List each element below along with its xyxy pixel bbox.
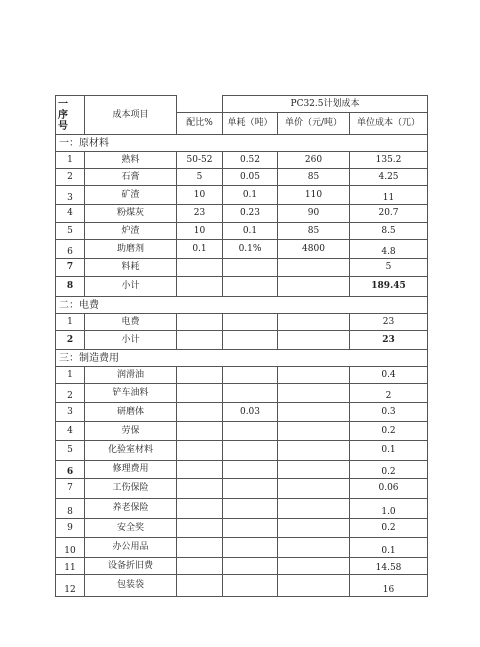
cell-unit-cost: 4.8 <box>350 240 428 259</box>
cell-ratio <box>177 422 223 441</box>
cell-seq: 2 <box>56 331 85 350</box>
cell-item: 工伤保险 <box>85 479 177 499</box>
cell-ratio: 23 <box>177 205 223 223</box>
cell-ratio: 0.1 <box>177 240 223 259</box>
cell-ratio <box>177 367 223 384</box>
cell-unit-cost: 0.4 <box>350 367 428 384</box>
cell-unit-cost: 0.1 <box>350 441 428 461</box>
cell-consumption: 0.05 <box>223 169 278 186</box>
header-group: PC32.5计划成本 <box>223 96 428 113</box>
cell-item: 粉煤灰 <box>85 205 177 223</box>
cell-price: 4800 <box>278 240 350 259</box>
cell-ratio <box>177 259 223 277</box>
cell-unit-cost: 1.0 <box>350 499 428 519</box>
cell-seq: 5 <box>56 441 85 461</box>
cell-price: 85 <box>278 223 350 240</box>
cell-seq: 7 <box>56 259 85 277</box>
cell-item: 熟料 <box>85 152 177 169</box>
cell-item: 化验室材料 <box>85 441 177 461</box>
cost-table <box>55 95 428 597</box>
cell-consumption <box>223 277 278 297</box>
cell-item: 研磨体 <box>85 403 177 422</box>
cell-unit-cost: 0.3 <box>350 403 428 422</box>
cell-seq: 4 <box>56 422 85 441</box>
cell-item: 料耗 <box>85 259 177 277</box>
cell-seq: 3 <box>56 403 85 422</box>
table-row <box>56 152 428 169</box>
cell-item: 小计 <box>85 277 177 297</box>
header-ratio: 配比% <box>177 113 223 135</box>
cell-seq: 1 <box>56 367 85 384</box>
cell-seq: 7 <box>56 479 85 499</box>
cell-price <box>278 558 350 575</box>
table-row <box>56 277 428 297</box>
cell-ratio <box>177 575 223 597</box>
cell-consumption: 0.03 <box>223 403 278 422</box>
table-row <box>56 499 428 519</box>
cell-price <box>278 499 350 519</box>
table-row <box>56 575 428 597</box>
cell-item: 润滑油 <box>85 367 177 384</box>
cell-consumption <box>223 422 278 441</box>
cell-consumption <box>223 314 278 331</box>
header-consumption: 单耗（吨） <box>223 113 278 135</box>
cell-consumption <box>223 384 278 403</box>
cell-item: 小计 <box>85 331 177 350</box>
cell-ratio <box>177 461 223 479</box>
cell-unit-cost: 2 <box>350 384 428 403</box>
cell-unit-cost: 23 <box>350 331 428 350</box>
cell-ratio: 10 <box>177 186 223 205</box>
table-row <box>56 314 428 331</box>
table-row <box>56 422 428 441</box>
table-row <box>56 558 428 575</box>
cell-seq: 2 <box>56 169 85 186</box>
cell-item: 安全奖 <box>85 519 177 538</box>
cell-price <box>278 403 350 422</box>
cell-unit-cost: 5 <box>350 259 428 277</box>
cell-item: 助磨剂 <box>85 240 177 259</box>
cell-item: 炉渣 <box>85 223 177 240</box>
cell-seq: 10 <box>56 538 85 558</box>
table-row <box>56 205 428 223</box>
cell-unit-cost: 0.1 <box>350 538 428 558</box>
table-row <box>56 479 428 499</box>
table-row <box>56 367 428 384</box>
cell-price <box>278 519 350 538</box>
cell-unit-cost: 11 <box>350 186 428 205</box>
cell-consumption <box>223 259 278 277</box>
table-row <box>56 538 428 558</box>
cell-price <box>278 384 350 403</box>
cell-unit-cost: 14.58 <box>350 558 428 575</box>
cell-ratio <box>177 403 223 422</box>
header-item: 成本项目 <box>85 96 177 135</box>
cell-price: 90 <box>278 205 350 223</box>
cell-consumption <box>223 479 278 499</box>
cell-unit-cost: 0.2 <box>350 519 428 538</box>
cell-consumption: 0.1 <box>223 186 278 205</box>
section-header <box>56 135 428 152</box>
cell-seq: 12 <box>56 575 85 597</box>
cell-consumption <box>223 558 278 575</box>
cell-consumption <box>223 538 278 558</box>
cell-item: 劳保 <box>85 422 177 441</box>
cell-unit-cost: 20.7 <box>350 205 428 223</box>
cell-unit-cost: 23 <box>350 314 428 331</box>
cell-ratio: 10 <box>177 223 223 240</box>
cell-seq: 9 <box>56 519 85 538</box>
cell-ratio <box>177 519 223 538</box>
cell-price <box>278 277 350 297</box>
cell-consumption <box>223 367 278 384</box>
cell-seq: 1 <box>56 152 85 169</box>
cell-seq: 8 <box>56 277 85 297</box>
cell-unit-cost: 8.5 <box>350 223 428 240</box>
table-row <box>56 403 428 422</box>
cell-price <box>278 259 350 277</box>
cell-item: 办公用品 <box>85 538 177 558</box>
cell-consumption <box>223 441 278 461</box>
section-title: 三：制造费用 <box>56 350 428 367</box>
cell-unit-cost: 4.25 <box>350 169 428 186</box>
cell-price <box>278 575 350 597</box>
cell-seq: 5 <box>56 223 85 240</box>
section-header <box>56 350 428 367</box>
section-title: 二：电费 <box>56 297 428 314</box>
cell-consumption: 0.1 <box>223 223 278 240</box>
cell-ratio <box>177 384 223 403</box>
cell-price: 110 <box>278 186 350 205</box>
cell-ratio <box>177 314 223 331</box>
cell-ratio: 5 <box>177 169 223 186</box>
cell-seq: 4 <box>56 205 85 223</box>
cell-price <box>278 441 350 461</box>
cell-seq: 6 <box>56 240 85 259</box>
cell-consumption: 0.23 <box>223 205 278 223</box>
table-row <box>56 384 428 403</box>
cell-ratio <box>177 558 223 575</box>
cell-price: 85 <box>278 169 350 186</box>
header-blank <box>177 96 223 113</box>
cell-unit-cost: 0.2 <box>350 461 428 479</box>
cell-item: 矿渣 <box>85 186 177 205</box>
cell-price <box>278 367 350 384</box>
cell-consumption <box>223 575 278 597</box>
cell-ratio <box>177 331 223 350</box>
cell-item: 修理费用 <box>85 461 177 479</box>
cell-item: 包装袋 <box>85 575 177 597</box>
cell-ratio <box>177 499 223 519</box>
cell-price <box>278 461 350 479</box>
header-unit-cost: 单位成本（兀） <box>350 113 428 135</box>
cell-consumption: 0.1% <box>223 240 278 259</box>
table-row <box>56 240 428 259</box>
header-seq: 一 序 号 <box>56 96 85 135</box>
cell-item: 设备折旧费 <box>85 558 177 575</box>
cell-unit-cost: 0.06 <box>350 479 428 499</box>
cell-seq: 11 <box>56 558 85 575</box>
cell-price <box>278 538 350 558</box>
section-header <box>56 297 428 314</box>
table-row <box>56 223 428 240</box>
cell-price <box>278 314 350 331</box>
cell-consumption <box>223 499 278 519</box>
table-row <box>56 519 428 538</box>
header-price: 单价（元/吨） <box>278 113 350 135</box>
cell-seq: 2 <box>56 384 85 403</box>
table-row <box>56 259 428 277</box>
cell-consumption <box>223 331 278 350</box>
cell-price <box>278 479 350 499</box>
cell-item: 养老保险 <box>85 499 177 519</box>
cell-unit-cost: 135.2 <box>350 152 428 169</box>
cell-ratio <box>177 538 223 558</box>
cell-item: 电费 <box>85 314 177 331</box>
cell-price: 260 <box>278 152 350 169</box>
cell-consumption: 0.52 <box>223 152 278 169</box>
cell-item: 石膏 <box>85 169 177 186</box>
table-row <box>56 331 428 350</box>
cell-price <box>278 331 350 350</box>
cell-ratio <box>177 441 223 461</box>
cell-unit-cost: 16 <box>350 575 428 597</box>
table-row <box>56 461 428 479</box>
table-row <box>56 169 428 186</box>
cell-ratio <box>177 479 223 499</box>
cell-price <box>278 422 350 441</box>
cell-ratio <box>177 277 223 297</box>
cell-seq: 3 <box>56 186 85 205</box>
table-row <box>56 186 428 205</box>
table-row <box>56 441 428 461</box>
cell-ratio: 50-52 <box>177 152 223 169</box>
cell-seq: 6 <box>56 461 85 479</box>
cell-item: 铲车油料 <box>85 384 177 403</box>
header-row-1 <box>56 96 428 113</box>
cell-seq: 8 <box>56 499 85 519</box>
cell-unit-cost: 189.45 <box>350 277 428 297</box>
cell-consumption <box>223 519 278 538</box>
cell-consumption <box>223 461 278 479</box>
cell-seq: 1 <box>56 314 85 331</box>
cell-unit-cost: 0.2 <box>350 422 428 441</box>
section-title: 一：原材料 <box>56 135 428 152</box>
